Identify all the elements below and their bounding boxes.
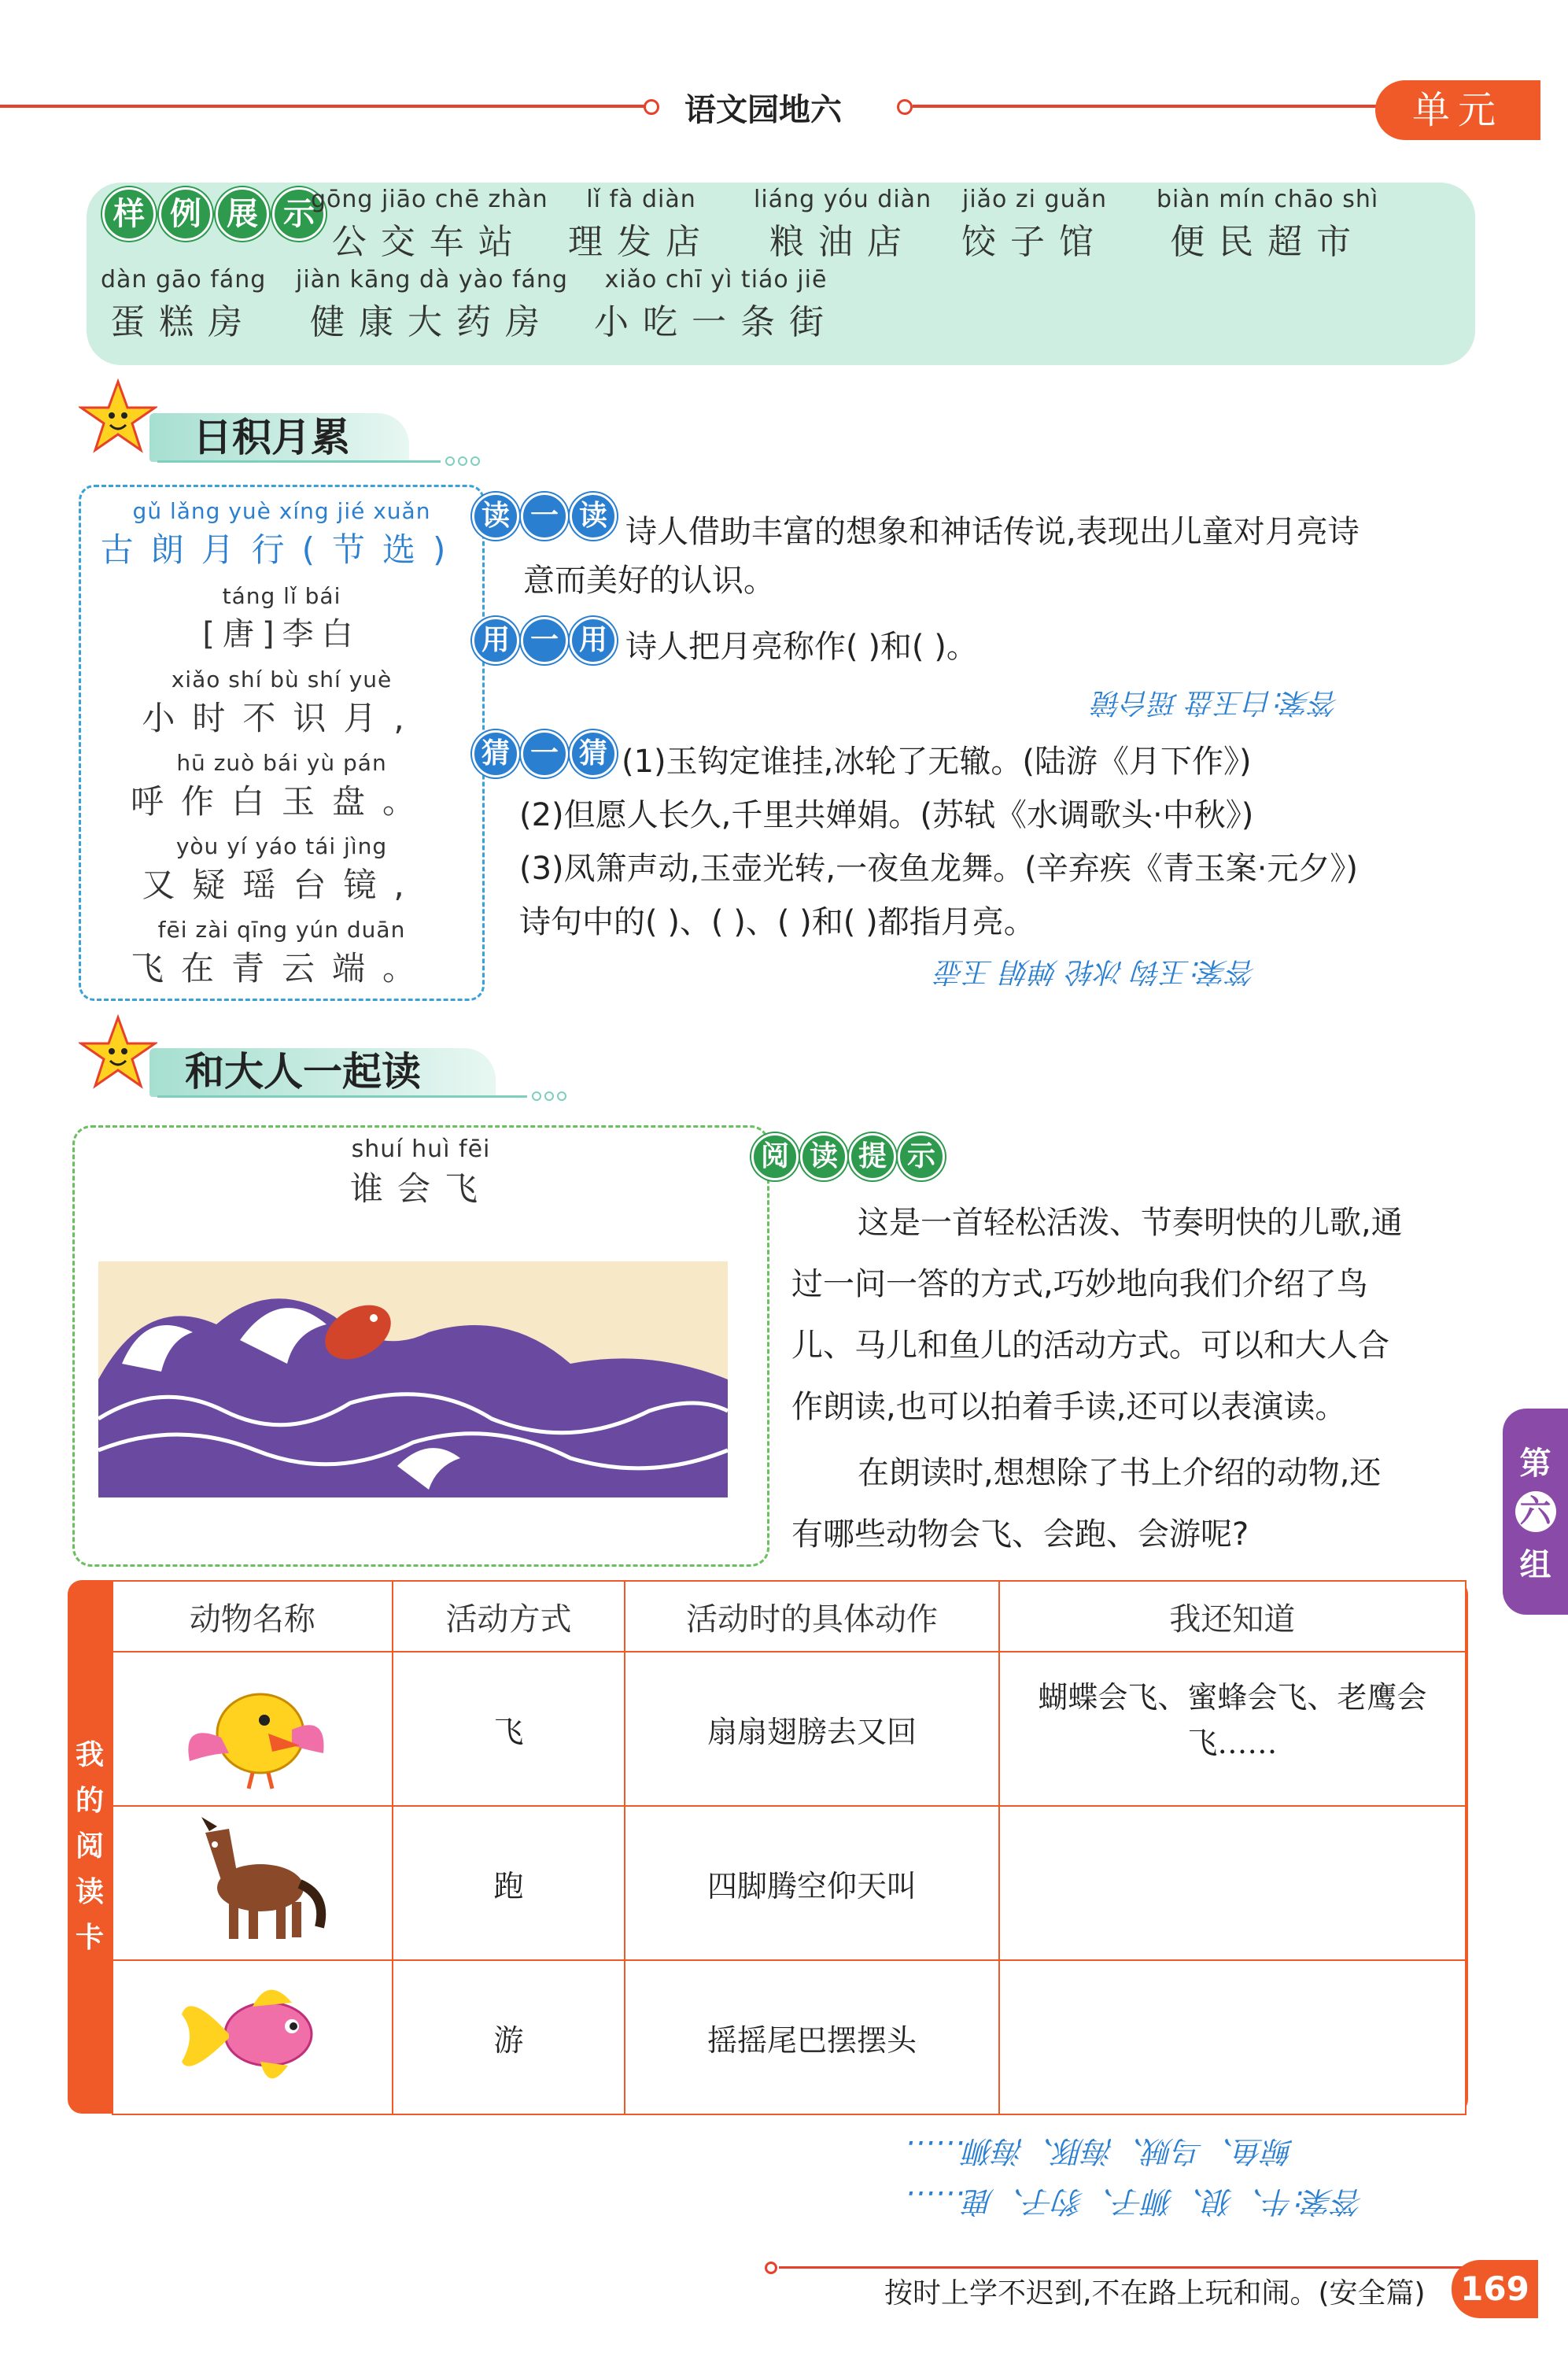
footer-slogan: 按时上学不迟到,不在路上玩和闹。(安全篇) (884, 2277, 1426, 2310)
page-title: 语文园地六 (684, 92, 842, 128)
guess-label-char: 猜 (472, 730, 519, 777)
card-answer: 答案:牛、狼、狮子、豹子、鹿…… (905, 2184, 1363, 2219)
header-dot-left (644, 99, 659, 115)
word-pinyin: gōng jiāo chē zhàn (311, 186, 548, 213)
dot (470, 456, 480, 466)
card-label-char: 阅 (75, 1830, 104, 1863)
word-hanzi: 健康大药房 (309, 302, 554, 342)
read-text: 意而美好的认识。 (523, 563, 775, 599)
word-hanzi: 小吃一条街 (594, 302, 838, 342)
section-underline (157, 1095, 527, 1098)
sample-word (101, 266, 266, 344)
sample-label-char: 展 (216, 187, 269, 241)
dot (532, 1091, 541, 1101)
card-answer: 鲸鱼、乌贼、海豚、海狮…… (905, 2134, 1294, 2169)
sample-word (296, 266, 568, 344)
side-tab-char: 组 (1519, 1547, 1551, 1583)
use-label-char: 一 (521, 617, 568, 664)
reading-card-table (112, 1580, 1467, 2115)
use-text: 诗人把月亮称作( )和( )。 (625, 629, 978, 665)
fish-icon (174, 1967, 331, 2101)
tips-label-char: 提 (849, 1133, 896, 1180)
word-pinyin: liáng yóu diàn (754, 186, 932, 213)
guess-line: (1)玉钩定谁挂,冰轮了无辙。(陆游《月下作》) (622, 744, 1252, 780)
poem-line: 小时不识月, (142, 699, 422, 737)
reading-card-label (68, 1580, 112, 2114)
word-hanzi: 饺子馆 (961, 222, 1108, 262)
guess-label-char: 一 (521, 730, 568, 777)
group-side-tab (1503, 1409, 1568, 1615)
tips-label-char: 阅 (751, 1133, 799, 1180)
word-hanzi: 蛋糕房 (110, 302, 257, 342)
read-label-char: 一 (521, 493, 568, 540)
table-header-row (113, 1581, 1466, 1652)
star-icon (79, 378, 157, 456)
song-title: 谁会飞 (349, 1169, 492, 1208)
dot (544, 1091, 554, 1101)
header-line-left (0, 105, 645, 108)
sample-label-char: 示 (272, 187, 326, 241)
card-label-char: 卡 (75, 1922, 104, 1954)
tips-line: 儿、马儿和鱼儿的活动方式。可以和大人合 (791, 1328, 1389, 1364)
side-tab-char: 第 (1519, 1446, 1551, 1482)
guess-line: (3)凤箫声动,玉壶光转,一夜鱼龙舞。(辛弃疾《青玉案·元夕》) (519, 851, 1359, 887)
know-cell (999, 1806, 1466, 1960)
word-hanzi: 便民超市 (1170, 222, 1366, 262)
sample-label-char: 样 (102, 187, 156, 241)
poem-line-pinyin: yòu yí yáo tái jìng (175, 833, 388, 859)
unit-tag: 单元 (1375, 80, 1540, 140)
song-box (72, 1125, 769, 1567)
tips-line: 在朗读时,想想除了书上介绍的动物,还 (858, 1455, 1382, 1491)
tips-line: 这是一首轻松活泼、节奏明快的儿歌,通 (858, 1205, 1403, 1241)
use-label (472, 617, 617, 664)
tips-label-char: 读 (800, 1133, 847, 1180)
word-pinyin: lǐ fà diàn (586, 186, 696, 213)
side-tab-number: 六 (1515, 1491, 1556, 1532)
sample-word (1157, 186, 1378, 264)
card-label-char: 的 (75, 1785, 104, 1817)
use-label-char: 用 (570, 617, 617, 664)
sample-word (311, 186, 548, 264)
poem-line: 又疑瑶台镜, (142, 866, 422, 904)
column-header: 我还知道 (999, 1581, 1466, 1652)
bird-icon (174, 1659, 331, 1793)
column-header: 活动方式 (393, 1581, 625, 1652)
dot (557, 1091, 566, 1101)
action-cell: 四脚腾空仰天叫 (625, 1806, 998, 1960)
read-text: 诗人借助丰富的想象和神话传说,表现出儿童对月亮诗 (625, 514, 1360, 550)
sample-word (754, 186, 932, 264)
poem-author-pinyin: táng lǐ bái (222, 583, 341, 609)
sample-label (102, 187, 326, 241)
section-title: 和大人一起读 (185, 1049, 421, 1095)
footer-line (779, 2266, 1463, 2269)
guess-label (472, 730, 617, 777)
card-label-char: 我 (75, 1739, 104, 1771)
header-line-right (913, 105, 1385, 108)
know-cell: 蝴蝶会飞、蜜蜂会飞、老鹰会飞…… (999, 1652, 1466, 1806)
poem-title: 古朗月行(节选) (100, 530, 463, 569)
section-title: 日积月累 (193, 415, 350, 460)
sample-word (594, 266, 838, 344)
poem-author: [唐]李白 (202, 616, 361, 652)
tips-label (751, 1133, 945, 1180)
animal-cell (113, 1652, 393, 1806)
guess-answer: 答案:玉钩 冰轮 婵娟 玉壶 (936, 955, 1256, 988)
guess-line: 诗句中的( )、( )、( )和( )都指月亮。 (519, 904, 1035, 940)
guess-line: (2)但愿人长久,千里共婵娟。(苏轼《水调歌头·中秋》) (519, 797, 1254, 833)
word-hanzi: 理发店 (568, 222, 714, 262)
action-cell: 扇扇翅膀去又回 (625, 1652, 998, 1806)
mode-cell: 跑 (393, 1806, 625, 1960)
sample-word (568, 186, 714, 264)
sample-word (961, 186, 1108, 264)
know-cell (999, 1960, 1466, 2114)
table-row (113, 1806, 1466, 1960)
word-pinyin: dàn gāo fáng (101, 266, 267, 294)
poem-line: 飞在青云端。 (130, 949, 433, 988)
page-number: 169 (1452, 2260, 1538, 2318)
song-title-pinyin: shuí huì fēi (351, 1135, 491, 1163)
mode-cell: 游 (393, 1960, 625, 2114)
word-pinyin: biàn mín chāo shì (1157, 186, 1379, 213)
guess-label-char: 猜 (570, 730, 617, 777)
column-header: 活动时的具体动作 (625, 1581, 998, 1652)
column-header: 动物名称 (113, 1581, 393, 1652)
read-label-char: 读 (570, 493, 617, 540)
section-underline (157, 460, 441, 463)
read-label (472, 493, 617, 540)
star-icon (79, 1014, 157, 1092)
horse-icon (174, 1809, 331, 1951)
tips-line: 有哪些动物会飞、会跑、会游呢? (791, 1516, 1249, 1553)
table-row (113, 1652, 1466, 1806)
tips-label-char: 示 (898, 1133, 945, 1180)
word-hanzi: 粮油店 (769, 222, 917, 262)
poem-line-pinyin: hū zuò bái yù pán (176, 750, 387, 776)
header-dot-right (897, 99, 913, 115)
footer-dot (765, 2262, 777, 2274)
poem-box (79, 485, 485, 1001)
poem-title-pinyin: gǔ lǎng yuè xíng jié xuǎn (132, 498, 431, 524)
use-answer: 答案:白玉盘 瑶台镜 (1094, 686, 1339, 718)
animal-cell (113, 1960, 393, 2114)
table-row (113, 1960, 1466, 2114)
word-pinyin: jiǎo zi guǎn (961, 186, 1108, 213)
word-hanzi: 公交车站 (331, 222, 527, 262)
dot (445, 456, 455, 466)
tips-line: 作朗读,也可以拍着手读,还可以表演读。 (791, 1389, 1347, 1425)
poem-line-pinyin: fēi zài qīng yún duān (157, 917, 406, 943)
word-pinyin: xiǎo chī yì tiáo jiē (604, 266, 828, 294)
card-label-char: 读 (75, 1876, 104, 1908)
read-label-char: 读 (472, 493, 519, 540)
action-cell: 摇摇尾巴摆摆头 (625, 1960, 998, 2114)
word-pinyin: jiàn kāng dà yào fáng (296, 266, 568, 294)
poem-line: 呼作白玉盘。 (130, 782, 433, 821)
wave-fish-illustration (98, 1261, 728, 1497)
dot (458, 456, 467, 466)
mode-cell: 飞 (393, 1652, 625, 1806)
use-label-char: 用 (472, 617, 519, 664)
animal-cell (113, 1806, 393, 1960)
reading-card (68, 1580, 1468, 2114)
sample-label-char: 例 (159, 187, 212, 241)
tips-line: 过一问一答的方式,巧妙地向我们介绍了鸟 (791, 1266, 1368, 1302)
poem-line-pinyin: xiǎo shí bù shí yuè (171, 667, 393, 692)
